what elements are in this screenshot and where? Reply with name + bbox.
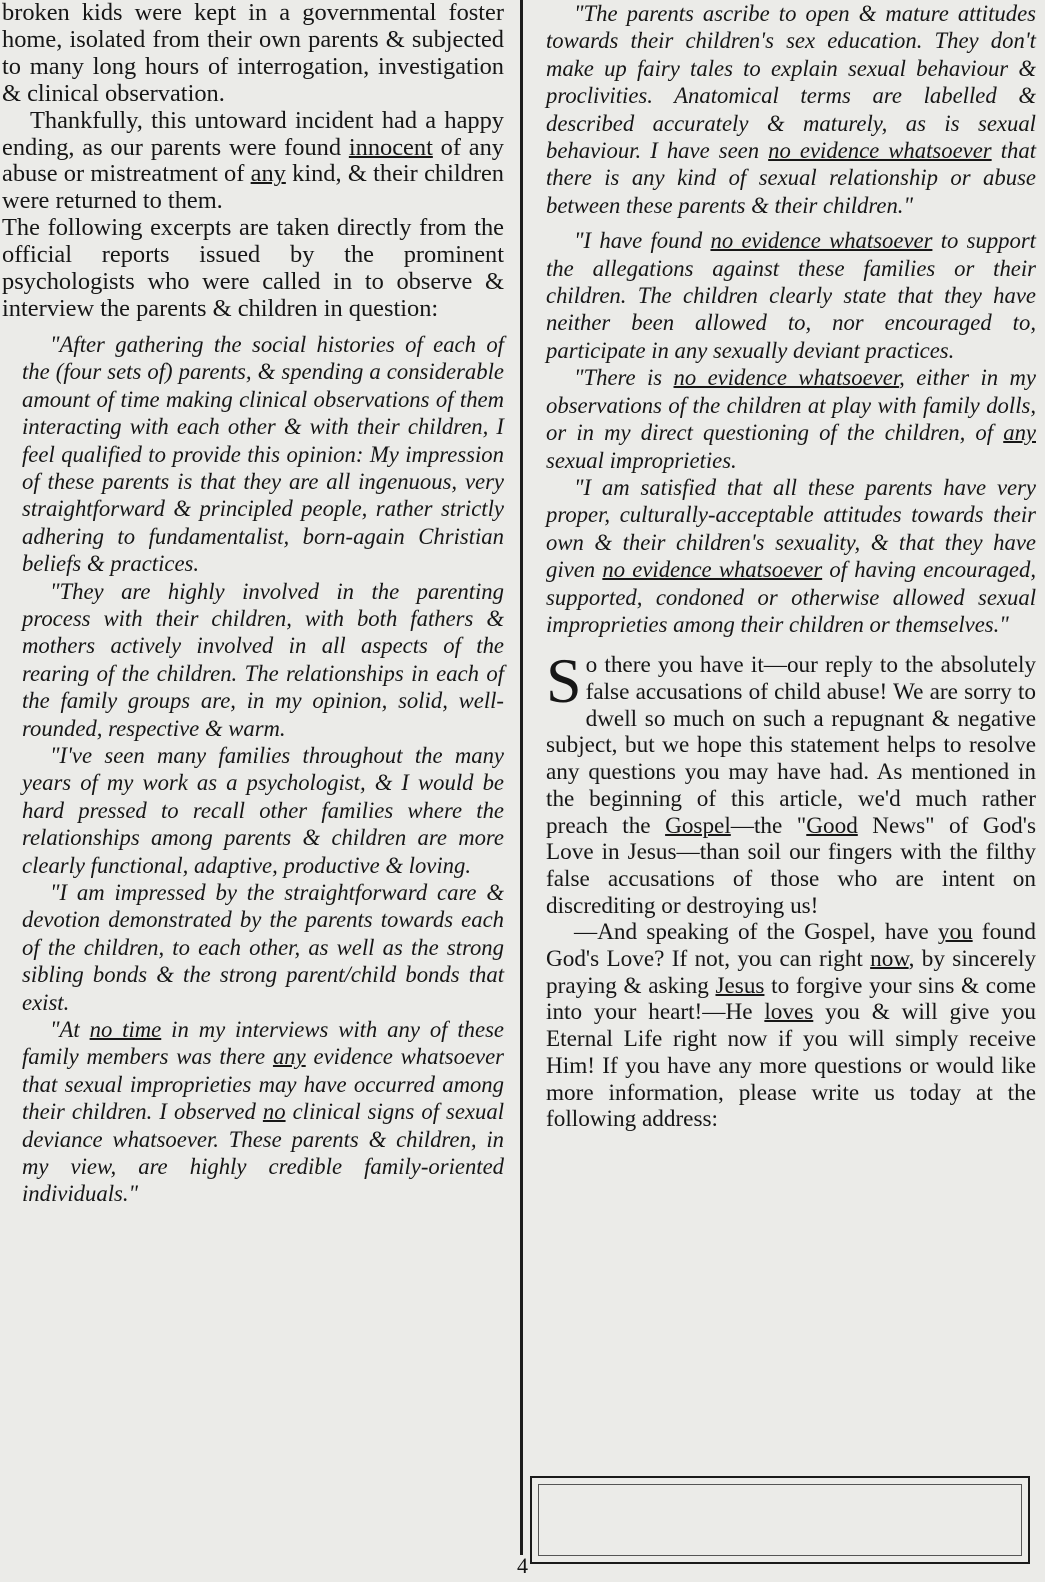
- right-column: [546, 0, 1036, 1133]
- address-box-inner: [538, 1484, 1022, 1556]
- closing-paragraph-1: So there you have it—our reply to the absolutely false accusations of child abuse! We are sorry to dwell so much on such a repugnant & negative subject, but we hope this statement helps to resolve any questions you may have had. As mentioned in the beginning of this article, we'd much rather preach the Gospel—the "Good News" of God's Love in Jesus—than soil our fingers with the filthy false accusations of those who are intent on discrediting or destroying us!: [546, 645, 1036, 919]
- drop-cap: S: [546, 645, 582, 717]
- quote-1: "After gathering the social histories of each of the (four sets of) parents, & spending a considerable amount of time making clinical observations of them interacting with each other & with their children, I feel qualified to provide this opinion: My impression of these parents is that they are all ingenuous, very straightforward & principled people, rather strictly adhering to fundamentalist, born-again Christian beliefs & practices.: [22, 331, 504, 577]
- page-number: 4: [517, 1553, 528, 1578]
- psychologist-quotes-right: [546, 0, 1036, 638]
- quote-2: "They are highly involved in the parenting process with their children, with both fathers & mothers actively involved in all aspects of the rearing of the children. The relationships in each of the family groups are, in my opinion, solid, well-rounded, respective & warm.: [22, 578, 504, 741]
- left-column: [2, 0, 504, 1208]
- column-divider: [520, 0, 523, 1555]
- intro-paragraph-3: The following excerpts are taken directly from the official reports issued by the prominent psychologists who were called in to observe & interview the parents & children in question:: [2, 214, 504, 322]
- closing-paragraph-2: —And speaking of the Gospel, have you found God's Love? If not, you can right now, by sincerely praying & asking Jesus to forgive your sins & come into your heart!—He loves you & will give you Eternal Life right now if you will simply receive Him! If you have any more questions or would like more information, please write us today at the following address:: [546, 919, 1037, 1133]
- quote-8: "There is no evidence whatsoever, either in my observations of the children at play with family dolls, or in my direct questioning of the children, of any sexual improprieties.: [546, 365, 1036, 473]
- quote-4: "I am impressed by the straightforward care & devotion demonstrated by the parents towards each of the children, to each other, as well as the strong sibling bonds & the strong parent/child bonds that exist.: [22, 880, 504, 1015]
- intro-paragraph-2: Thankfully, this untoward incident had a happy ending, as our parents were found innocent of any abuse or mistreatment of any kind, & their children were returned to them.: [2, 106, 504, 215]
- quote-3: "I've seen many families throughout the many years of my work as a psychologist, & I would be hard pressed to recall other families where the relationships among parents & children are more clearly functional, adaptive, productive & loving.: [22, 742, 504, 878]
- quote-7: "I have found no evidence whatsoever to support the allegations against these families or their children. The children clearly state that they have neither been allowed to, nor encouraged to, participate in any sexually deviant practices.: [546, 228, 1036, 363]
- closing-text: [546, 645, 1037, 1133]
- psychologist-quotes-left: [2, 331, 504, 1208]
- intro-paragraph-1: broken kids were kept in a governmental foster home, isolated from their own parents & subjected to many long hours of interrogation, investigation & clinical observation.: [2, 0, 504, 107]
- quote-5: "At no time in my interviews with any of these family members was there any evidence whatsoever that sexual improprieties may have occurred among their children. I observed no clinical signs of sexual deviance whatsoever. These parents & children, in my view, are highly credible family-oriented individuals.": [22, 1017, 504, 1207]
- quote-9: "I am satisfied that all these parents have very proper, culturally-acceptable attitudes towards their own & their children's sexuality, & that they have given no evidence whatsoever of having encouraged, supported, condoned or otherwise allowed sexual improprieties among their children or themselves.": [546, 474, 1036, 637]
- address-box: [530, 1476, 1030, 1564]
- quote-6: "The parents ascribe to open & mature attitudes towards their children's sex education. They don't make up fairy tales to explain sexual behaviour & proclivities. Anatomical terms are labelled & described accurately & maturely, as is sexual behaviour. I have seen no evidence whatsoever that there is any kind of sexual relationship or abuse between these parents & their children.": [546, 1, 1037, 218]
- intro-text: [2, 0, 504, 323]
